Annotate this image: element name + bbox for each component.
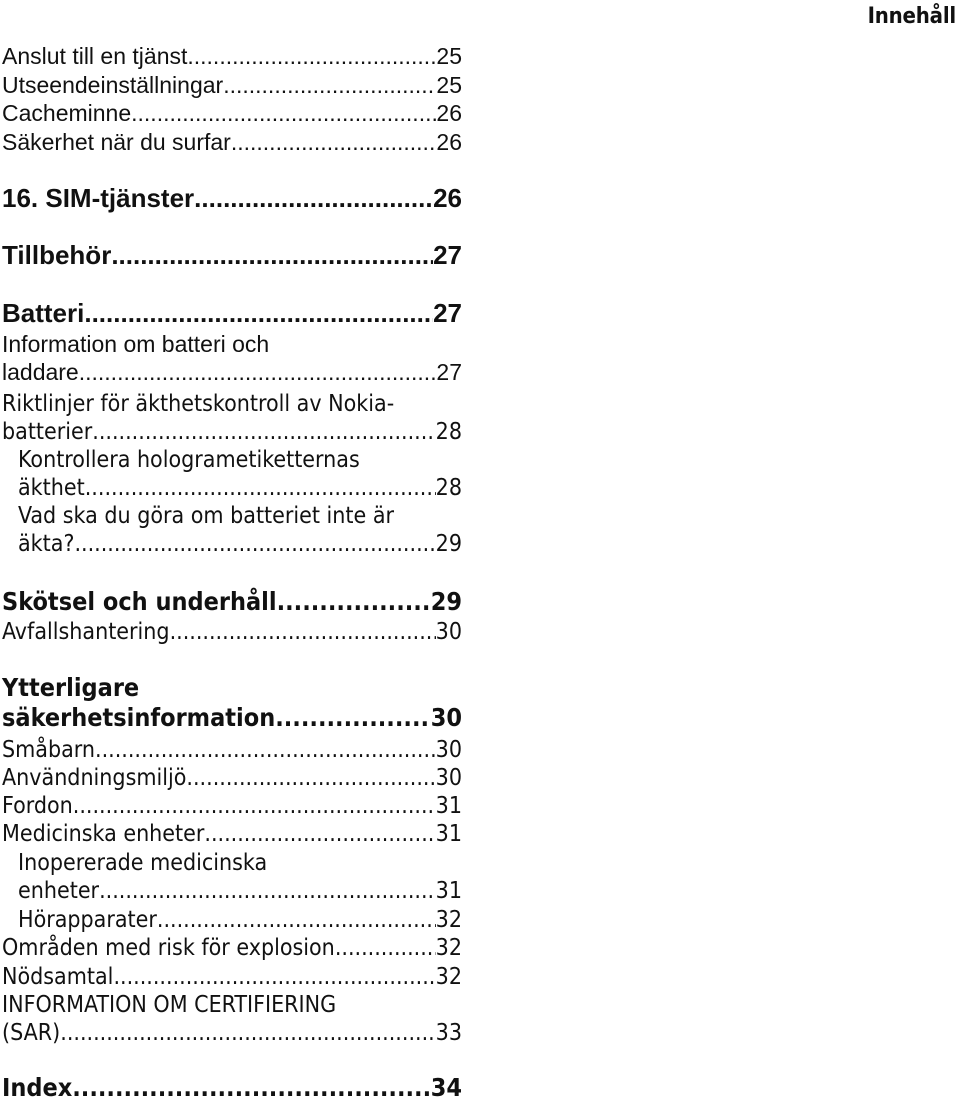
toc-entry-smabarn[interactable]: [2, 736, 462, 765]
toc-entry-sim-tjanster[interactable]: [2, 183, 462, 214]
toc-entry-skotsel-och-underhall[interactable]: [2, 587, 462, 617]
toc-entry-page: 32: [435, 935, 462, 961]
toc-entry-page: 25: [436, 43, 462, 69]
toc-entry-label-line1: Ytterligare: [2, 673, 140, 702]
toc-entry-avfallshantering[interactable]: [2, 618, 462, 647]
toc-entry-page: 30: [435, 765, 462, 791]
toc-entry-anslut-till-en-tjanst[interactable]: [2, 42, 462, 71]
toc-entry-horapparater[interactable]: [2, 906, 462, 935]
toc-entry-label: Fordon: [2, 793, 73, 819]
toc-entry-nodsamtal[interactable]: [2, 963, 462, 992]
toc-entry-page: 31: [435, 878, 462, 904]
toc-entry-label: Anslut till en tjänst: [2, 43, 188, 69]
toc-entry-page: 26: [436, 129, 462, 155]
toc-entry-label-line2: (SAR): [2, 1020, 61, 1046]
toc-entry-medicinska-enheter[interactable]: [2, 820, 462, 849]
toc-entry-vad-ska-du-gora[interactable]: [2, 502, 462, 559]
toc-entry-label: Småbarn: [2, 737, 96, 763]
toc-entry-index[interactable]: [2, 1073, 462, 1103]
toc-entry-label: Cacheminne: [2, 100, 132, 126]
toc-entry-page: 33: [435, 1020, 462, 1046]
toc-entry-label-line2: laddare: [2, 359, 79, 385]
toc-entry-page: 29: [435, 531, 462, 557]
toc-entry-page: 27: [436, 359, 462, 385]
toc-entry-cacheminne[interactable]: [2, 99, 462, 128]
page-header-title: Innehåll: [867, 4, 956, 29]
toc-entry-label: Batteri: [2, 298, 85, 328]
toc-entry-label-line1: INFORMATION OM CERTIFIERING: [2, 992, 337, 1018]
toc-entry-page: 27: [433, 298, 462, 328]
toc-entry-label: Hörapparater: [18, 907, 157, 933]
toc-entry-omraden-med-risk-for-explosion[interactable]: [2, 934, 462, 963]
toc-entry-label-line1: Kontrollera hologrametiketternas: [18, 447, 360, 473]
toc-entry-label: Index: [2, 1073, 73, 1102]
toc-entry-page: 32: [435, 964, 462, 990]
toc-entry-kontrollera-hologrametiketternas[interactable]: [2, 446, 462, 503]
toc-entry-label: Tillbehör: [2, 240, 112, 270]
toc-entry-label-line2: äkthet: [18, 475, 85, 501]
toc-entry-label-line2: äkta?: [18, 531, 75, 557]
toc-entry-page: 31: [435, 793, 462, 819]
toc-entry-anvandningsmiljo[interactable]: [2, 764, 462, 793]
toc-entry-ytterligare-sakerhetsinformation[interactable]: [2, 673, 462, 733]
toc-entry-tillbehor[interactable]: [2, 240, 462, 271]
toc-entry-page: 30: [435, 737, 462, 763]
toc-entry-page: 28: [435, 419, 462, 445]
toc-entry-label-line1: Vad ska du göra om batteriet inte är: [18, 503, 395, 529]
toc-entry-sakerhet-nar-du-surfar[interactable]: [2, 128, 462, 157]
toc-entry-fordon[interactable]: [2, 792, 462, 821]
toc-entry-label-line2: batterier: [2, 419, 93, 445]
toc-entry-utseendeinstallningar[interactable]: [2, 71, 462, 100]
toc-entry-label: Användningsmiljö: [2, 765, 187, 791]
toc-entry-label-line2: enheter: [18, 878, 100, 904]
toc-entry-label-line1: Inopererade medicinska: [18, 850, 268, 876]
toc-entry-page: 30: [435, 619, 462, 645]
toc-entry-page: 26: [433, 183, 462, 213]
toc-entry-label: Skötsel och underhåll: [2, 587, 277, 616]
toc-entry-information-om-certifiering[interactable]: [2, 991, 462, 1048]
toc-entry-page: 25: [436, 72, 462, 98]
toc-entry-label-line1: Information om batteri och: [2, 331, 270, 357]
toc-entry-label: Säkerhet när du surfar: [2, 129, 231, 155]
toc-entry-page: 28: [435, 475, 462, 501]
toc-entry-batteri[interactable]: [2, 298, 462, 329]
toc-entry-inopererade-medicinska-enheter[interactable]: [2, 849, 462, 906]
toc-entry-page: 29: [430, 587, 462, 616]
toc-entry-label: Avfallshantering: [2, 619, 170, 645]
toc-entry-label: Medicinska enheter: [2, 821, 205, 847]
toc-entry-label-line1: Riktlinjer för äkthetskontroll av Nokia-: [2, 391, 395, 417]
toc-entry-riktlinjer-for-akthetskontroll[interactable]: [2, 390, 462, 447]
toc-entry-label: Nödsamtal: [2, 964, 114, 990]
toc-entry-page: 32: [435, 907, 462, 933]
toc-entry-label: Områden med risk för explosion: [2, 935, 335, 961]
toc-entry-page: 34: [430, 1073, 462, 1102]
toc-entry-page: 26: [436, 100, 462, 126]
toc-entry-page: 31: [435, 821, 462, 847]
toc-entry-label: Utseendeinställningar: [2, 72, 224, 98]
toc-entry-information-om-batteri[interactable]: [2, 330, 462, 387]
toc-entry-label-line2: säkerhetsinformation: [2, 703, 276, 732]
toc-entry-label: 16. SIM-tjänster: [2, 183, 195, 213]
toc-entry-page: 30: [430, 703, 462, 732]
toc-entry-page: 27: [433, 240, 462, 270]
